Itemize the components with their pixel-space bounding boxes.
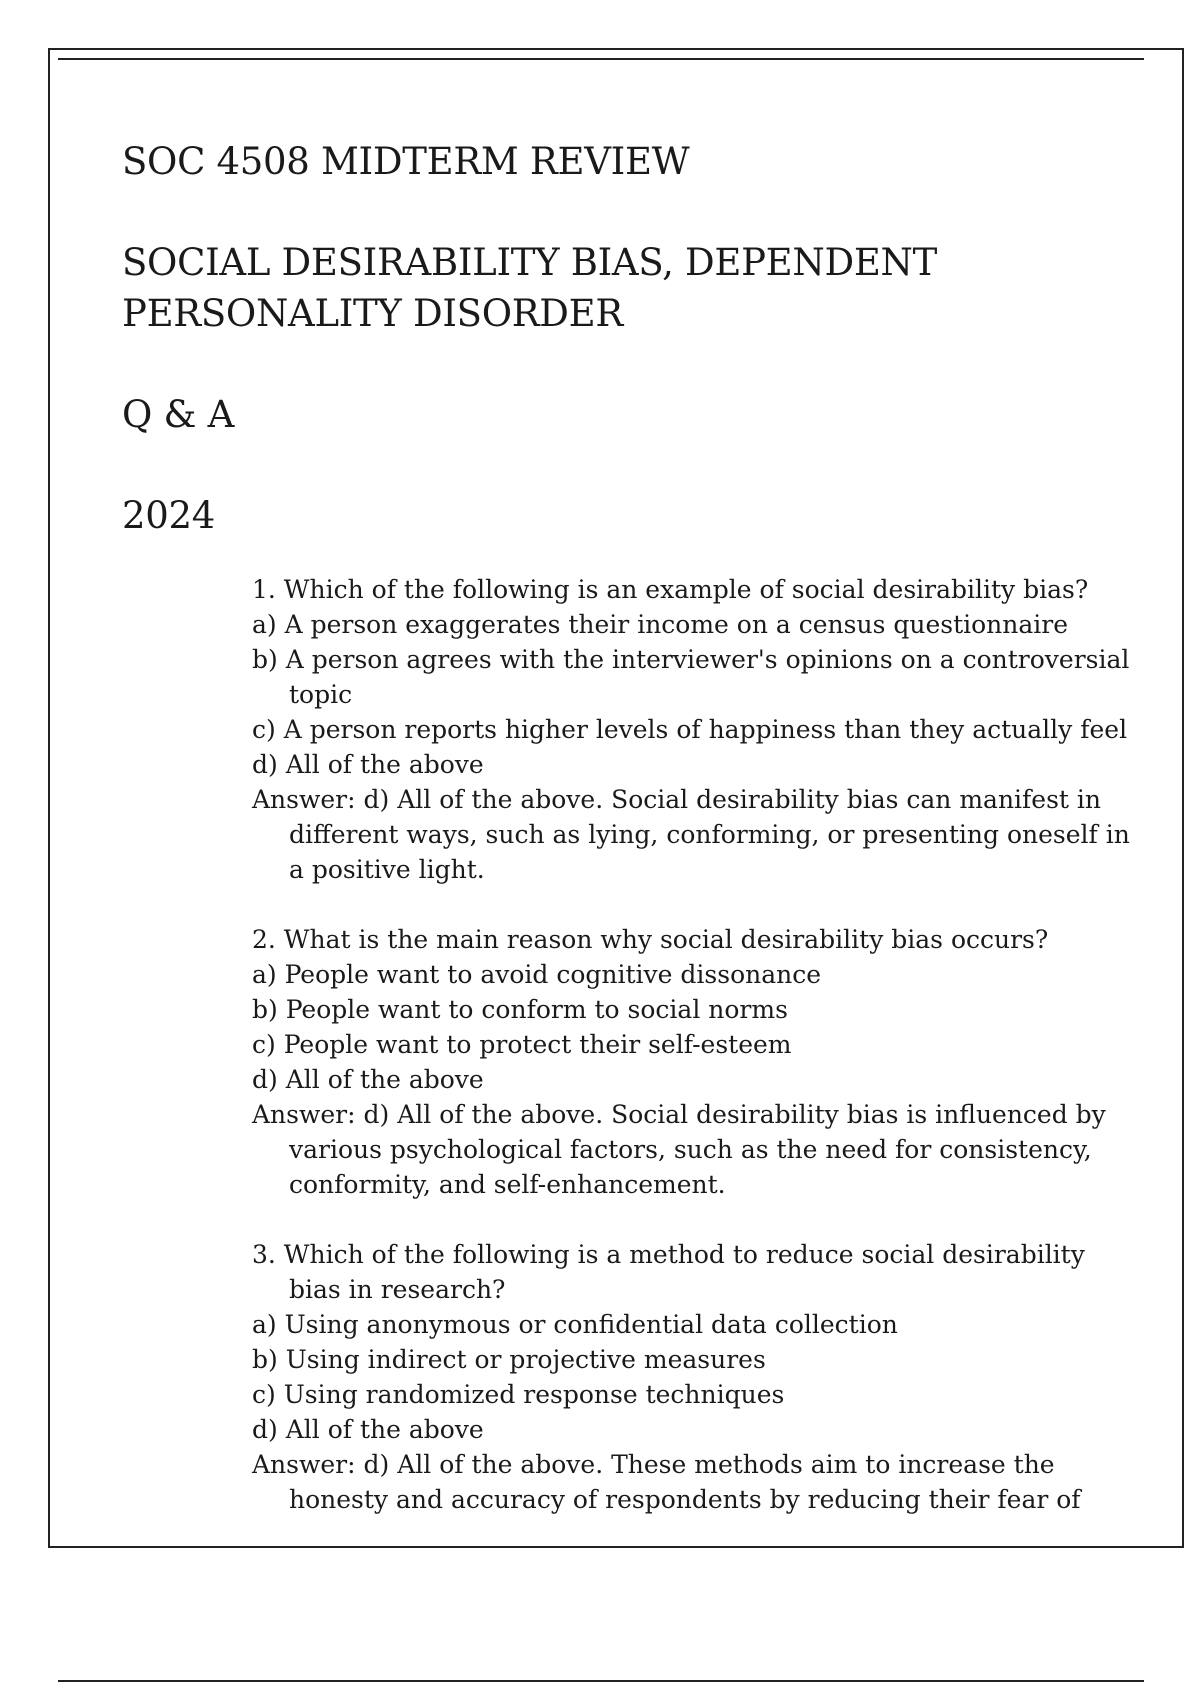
format-label: Q & A — [122, 393, 235, 436]
bottom-rule — [58, 1680, 1144, 1682]
option-b: b) A person agrees with the interviewer's opinions on a controversial topic — [252, 645, 1130, 709]
option-b: b) Using indirect or projective measures — [252, 1345, 766, 1374]
question-block — [252, 572, 1132, 887]
topic-title: SOCIAL DESIRABILITY BIAS, DEPENDENT PERSONALITY DISORDER — [122, 241, 937, 335]
question-list — [252, 572, 1132, 1552]
question-text: 2. What is the main reason why social desirability bias occurs? — [252, 925, 1049, 954]
top-rule — [58, 58, 1144, 60]
question-block — [252, 1237, 1132, 1517]
option-d: d) All of the above — [252, 1065, 484, 1094]
option-b: b) People want to conform to social norms — [252, 995, 788, 1024]
option-a: a) A person exaggerates their income on a census questionnaire — [252, 610, 1069, 639]
answer-text: Answer: d) All of the above. These methods aim to increase the honesty and accuracy of respondents by reducing their fear of — [252, 1450, 1081, 1514]
answer-text: Answer: d) All of the above. Social desirability bias is influenced by various psychological factors, such as the need for consistency, conformity, and self-enhancement. — [252, 1100, 1106, 1199]
option-d: d) All of the above — [252, 750, 484, 779]
option-c: c) People want to protect their self-esteem — [252, 1030, 792, 1059]
option-d: d) All of the above — [252, 1415, 484, 1444]
course-title: SOC 4508 MIDTERM REVIEW — [122, 140, 690, 183]
option-a: a) Using anonymous or confidential data collection — [252, 1310, 898, 1339]
option-c: c) Using randomized response techniques — [252, 1380, 785, 1409]
question-text: 3. Which of the following is a method to reduce social desirability bias in research? — [252, 1240, 1085, 1304]
title-block — [122, 136, 1102, 541]
option-c: c) A person reports higher levels of happiness than they actually feel — [252, 715, 1128, 744]
question-text: 1. Which of the following is an example of social desirability bias? — [252, 575, 1089, 604]
year-label: 2024 — [122, 494, 215, 537]
option-a: a) People want to avoid cognitive dissonance — [252, 960, 822, 989]
answer-text: Answer: d) All of the above. Social desirability bias can manifest in different ways, such as lying, conforming, or presenting oneself in a positive light. — [252, 785, 1130, 884]
question-block — [252, 922, 1132, 1202]
